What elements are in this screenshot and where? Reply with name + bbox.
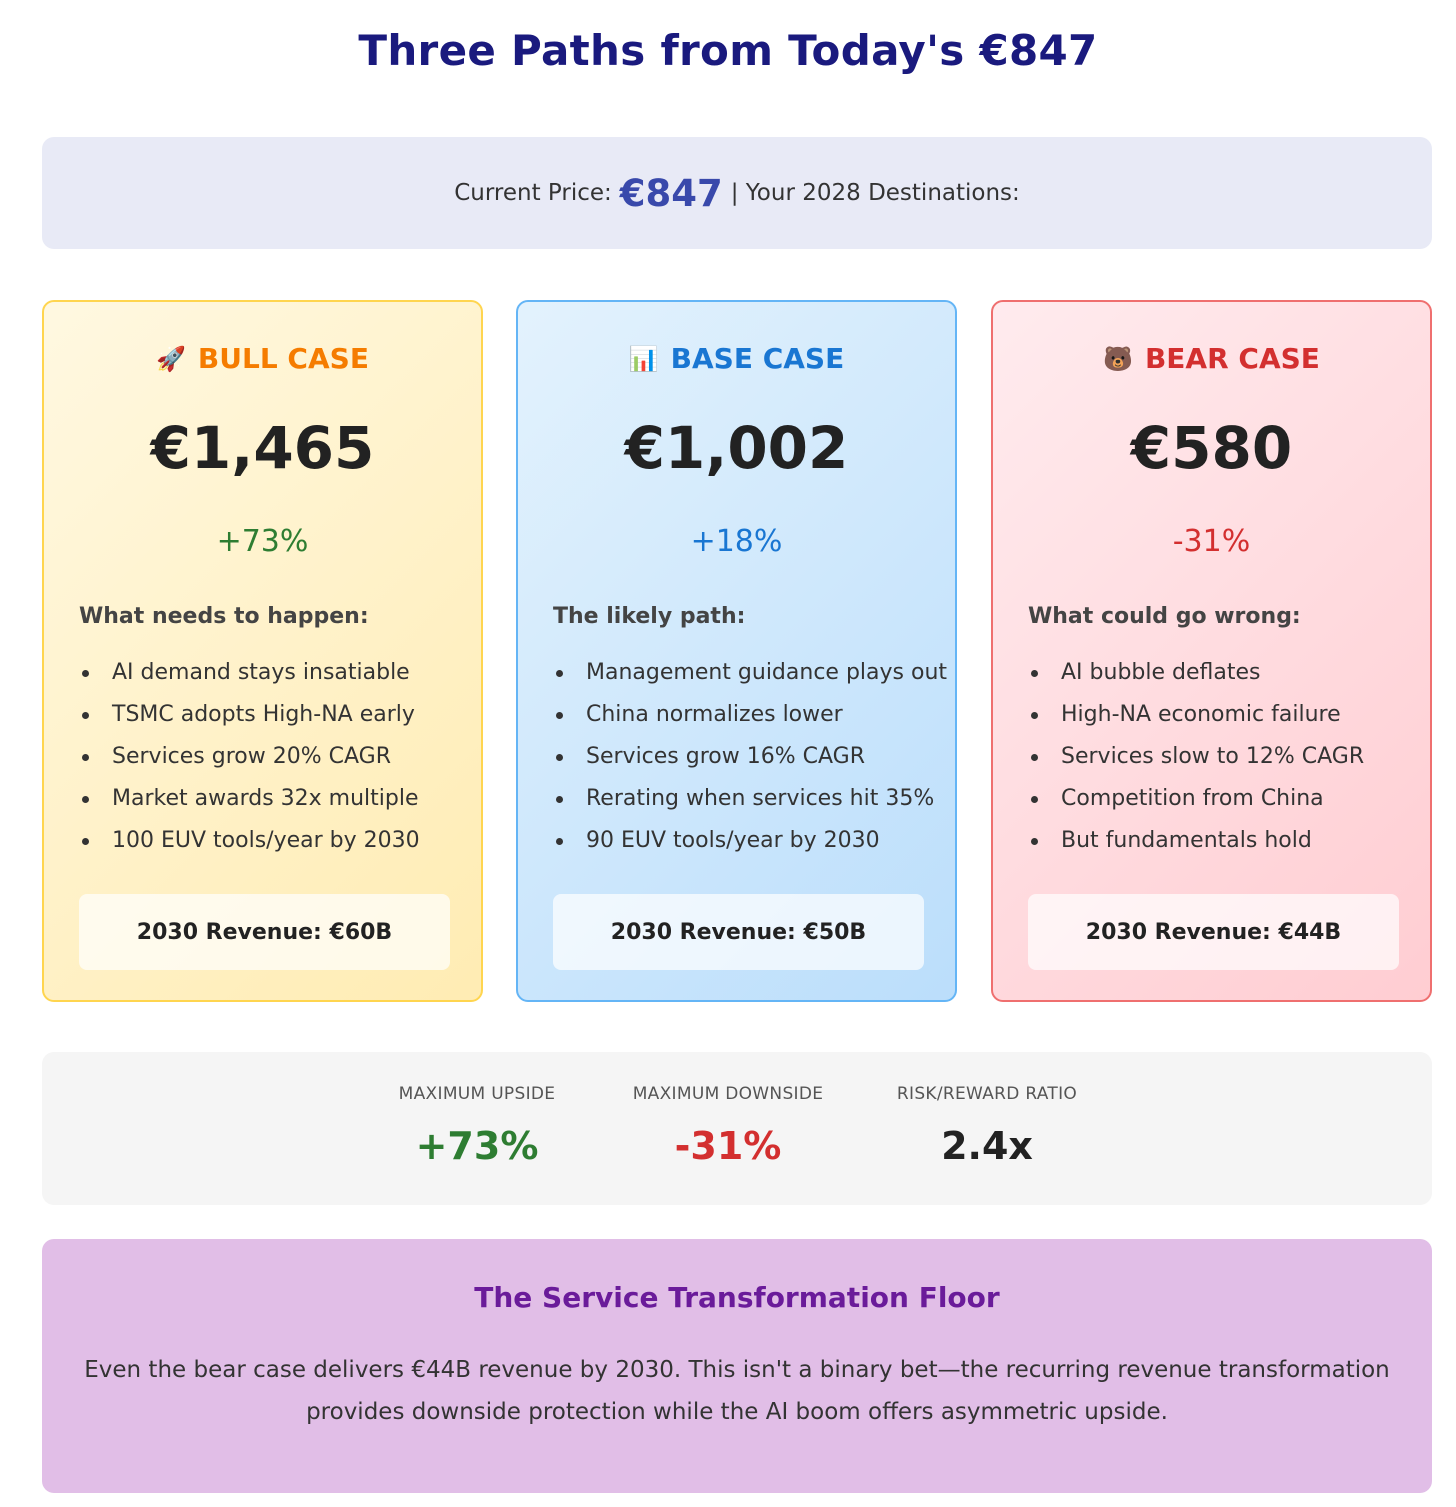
current-price-label: Current Price: xyxy=(454,180,612,206)
risk-reward-ratio-label: RISK/REWARD RATIO xyxy=(896,1084,1078,1104)
list-item: Competition from China xyxy=(1028,778,1408,820)
list-item: AI demand stays insatiable xyxy=(79,652,459,694)
bear-case-change: -31% xyxy=(1172,524,1251,559)
list-item: Services grow 20% CAGR xyxy=(79,736,459,778)
bear-case-title: BEAR CASE xyxy=(1144,342,1320,375)
bar-chart-icon: 📊 xyxy=(628,344,659,373)
base-case-target-price: €1,002 xyxy=(624,414,849,482)
list-item: 100 EUV tools/year by 2030 xyxy=(79,820,459,862)
list-item: But fundamentals hold xyxy=(1028,820,1408,862)
current-price-bar xyxy=(42,137,1432,249)
max-upside-stat xyxy=(382,1084,572,1168)
max-upside-label: MAXIMUM UPSIDE xyxy=(398,1084,556,1104)
list-item: Market awards 32x multiple xyxy=(79,778,459,820)
bull-case-list-heading: What needs to happen: xyxy=(79,604,369,629)
list-item: 90 EUV tools/year by 2030 xyxy=(553,820,933,862)
list-item: High-NA economic failure xyxy=(1028,694,1408,736)
list-item: Services grow 16% CAGR xyxy=(553,736,933,778)
bull-case-target-price: €1,465 xyxy=(150,414,375,482)
risk-reward-summary xyxy=(42,1052,1432,1205)
base-case-revenue: 2030 Revenue: €50B xyxy=(553,894,924,970)
max-downside-value: -31% xyxy=(674,1124,782,1168)
base-case-card xyxy=(516,300,957,1002)
rocket-icon: 🚀 xyxy=(156,344,186,373)
bull-case-revenue: 2030 Revenue: €60B xyxy=(79,894,450,970)
bear-case-list xyxy=(1028,652,1408,862)
max-upside-value: +73% xyxy=(415,1124,539,1168)
max-downside-stat xyxy=(617,1084,839,1168)
list-item: Rerating when services hit 35% xyxy=(553,778,933,820)
page-title: Three Paths from Today's €847 xyxy=(358,26,1098,75)
bear-icon: 🐻 xyxy=(1103,344,1133,373)
list-item: China normalizes lower xyxy=(553,694,933,736)
risk-reward-ratio-stat xyxy=(887,1084,1087,1168)
service-floor-text: Even the bear case delivers €44B revenue by 2030. This isn't a binary bet—the recurring revenue transformation provides downside protection while the AI boom offers asymmetric upside. xyxy=(84,1357,1390,1425)
base-case-list-heading: The likely path: xyxy=(553,604,746,629)
current-price-value: €847 xyxy=(619,171,723,215)
base-case-title: BASE CASE xyxy=(670,342,845,375)
base-case-change: +18% xyxy=(690,524,783,559)
bull-case-list xyxy=(79,652,459,862)
risk-reward-ratio-value: 2.4x xyxy=(941,1124,1033,1168)
bull-case-title: BULL CASE xyxy=(197,342,369,375)
base-case-list xyxy=(553,652,948,862)
bear-case-target-price: €580 xyxy=(1130,414,1293,482)
bear-case-card xyxy=(991,300,1432,1002)
bear-case-list-heading: What could go wrong: xyxy=(1028,604,1301,629)
bull-case-change: +73% xyxy=(216,524,309,559)
destinations-label: | Your 2028 Destinations: xyxy=(730,180,1020,206)
base-case-header xyxy=(518,342,955,375)
max-downside-label: MAXIMUM DOWNSIDE xyxy=(632,1084,824,1104)
list-item: Management guidance plays out xyxy=(553,652,933,694)
bear-case-header xyxy=(993,342,1430,375)
bull-case-header xyxy=(44,342,481,375)
list-item: Services slow to 12% CAGR xyxy=(1028,736,1408,778)
bull-case-card xyxy=(42,300,483,1002)
service-floor-title: The Service Transformation Floor xyxy=(474,1281,1000,1314)
list-item: AI bubble deflates xyxy=(1028,652,1408,694)
service-floor-callout xyxy=(42,1239,1432,1493)
list-item: TSMC adopts High-NA early xyxy=(79,694,459,736)
bear-case-revenue: 2030 Revenue: €44B xyxy=(1028,894,1399,970)
